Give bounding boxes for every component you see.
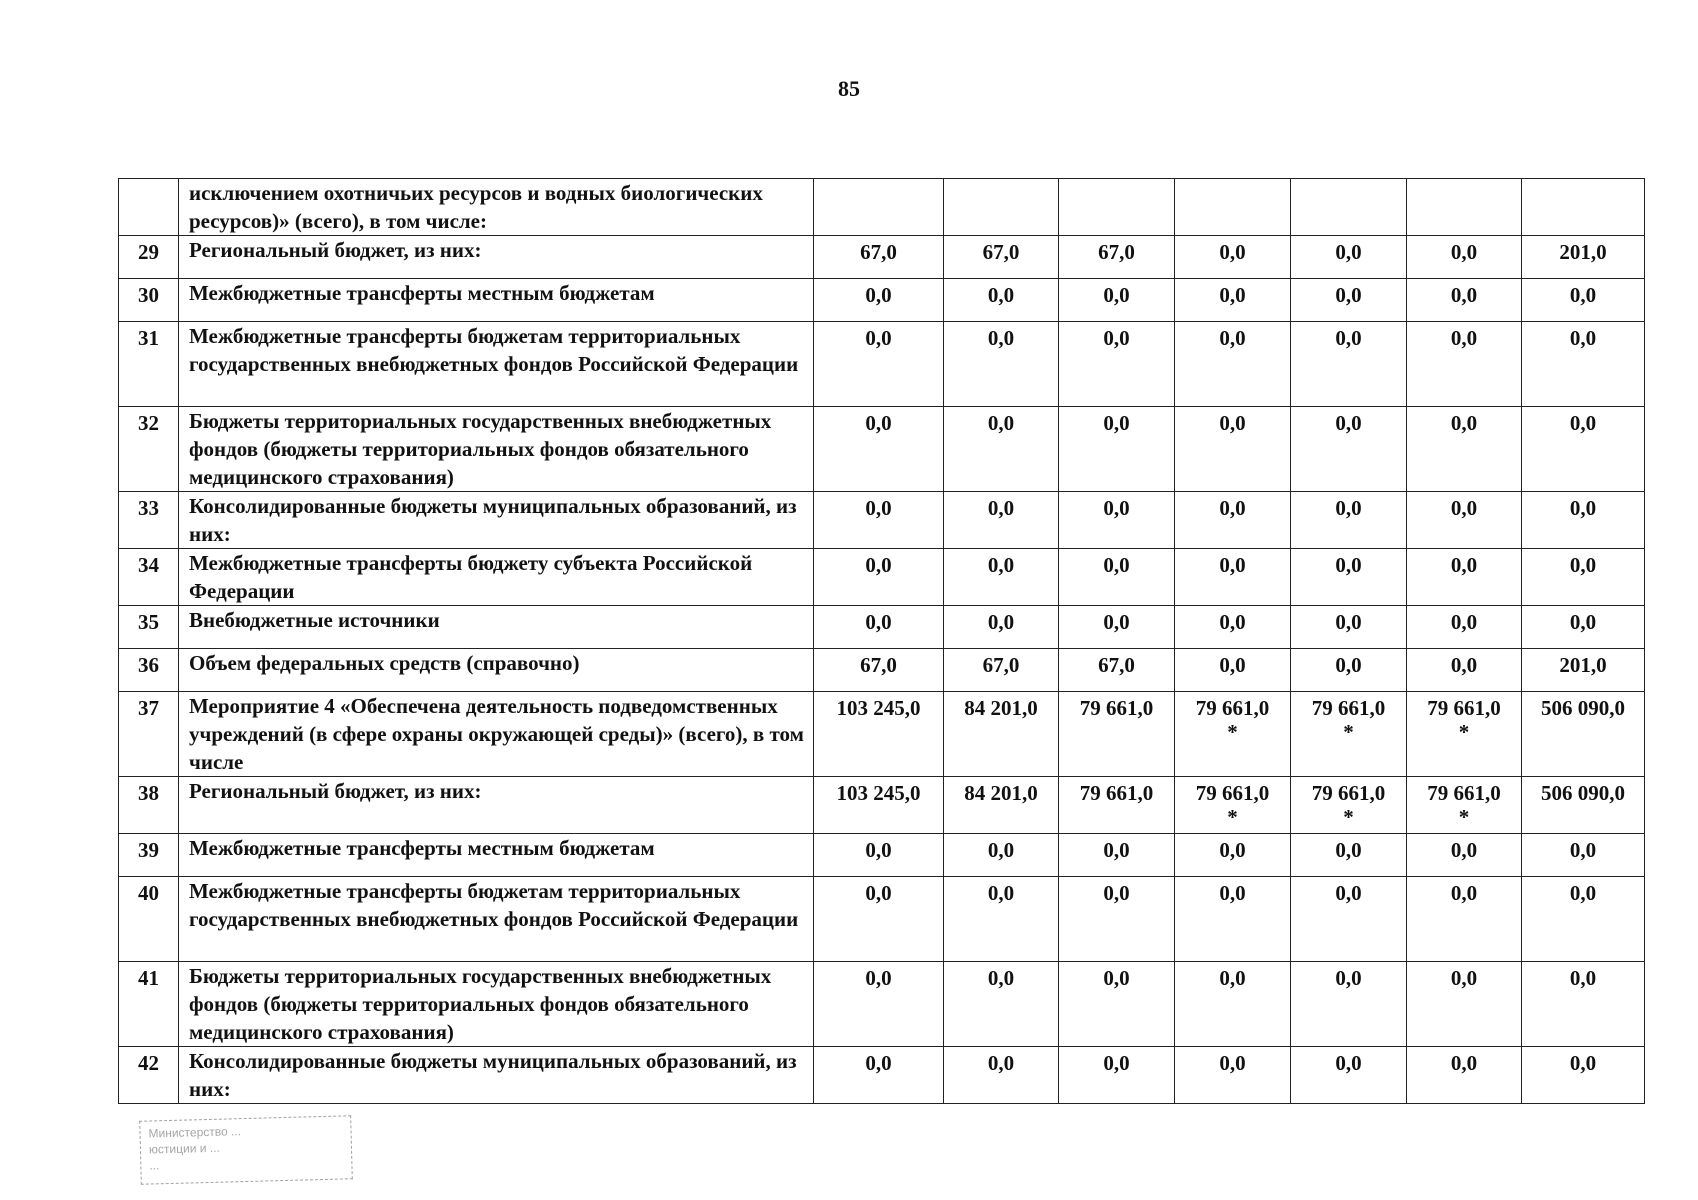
value-cell bbox=[1291, 692, 1407, 777]
value-cell bbox=[1175, 692, 1291, 777]
value-cell bbox=[1291, 606, 1407, 649]
value-cell bbox=[1522, 777, 1645, 834]
cell-value: 0,0 bbox=[1103, 553, 1130, 577]
row-description: Региональный бюджет, из них: bbox=[179, 777, 814, 834]
cell-value: 0,0 bbox=[865, 838, 892, 862]
table-row bbox=[119, 606, 1645, 649]
cell-value: 201,0 bbox=[1559, 240, 1607, 264]
value-cell bbox=[1407, 236, 1522, 279]
row-number: 31 bbox=[119, 322, 179, 407]
value-cell bbox=[944, 877, 1059, 962]
cell-value: 0,0 bbox=[987, 496, 1015, 520]
value-cell bbox=[814, 834, 944, 877]
value-cell bbox=[814, 236, 944, 279]
value-cell bbox=[1059, 649, 1175, 692]
cell-value: 0,0 bbox=[1335, 240, 1362, 264]
value-cell bbox=[1175, 279, 1291, 322]
cell-value: 0,0 bbox=[987, 326, 1015, 350]
row-number: 33 bbox=[119, 492, 179, 549]
value-cell bbox=[1291, 777, 1407, 834]
row-description: исключением охотничьих ресурсов и водных биологических ресурсов)» (всего), в том числе: bbox=[179, 179, 814, 236]
value-cell bbox=[1522, 322, 1645, 407]
value-cell bbox=[1407, 962, 1522, 1047]
value-cell bbox=[944, 322, 1059, 407]
value-cell bbox=[1407, 606, 1522, 649]
table-row bbox=[119, 962, 1645, 1047]
cell-value: 0,0 bbox=[1569, 553, 1597, 577]
value-cell bbox=[1522, 962, 1645, 1047]
row-description: Межбюджетные трансферты местным бюджетам bbox=[179, 834, 814, 877]
cell-value: 0,0 bbox=[1219, 496, 1246, 520]
budget-table bbox=[118, 178, 1645, 1104]
value-cell bbox=[944, 549, 1059, 606]
value-cell bbox=[1059, 407, 1175, 492]
value-cell bbox=[1407, 777, 1522, 834]
row-number bbox=[119, 179, 179, 236]
cell-value: 0,0 bbox=[1103, 411, 1130, 435]
row-description: Межбюджетные трансферты бюджетам территориальных государственных внебюджетных фондов Российской Федерации bbox=[179, 322, 814, 407]
table-row bbox=[119, 407, 1645, 492]
row-description: Межбюджетные трансферты бюджетам территориальных государственных внебюджетных фондов Российской Федерации bbox=[179, 877, 814, 962]
cell-value: 79 661,0 bbox=[1195, 696, 1270, 720]
cell-value: 67,0 bbox=[982, 653, 1020, 677]
value-cell bbox=[814, 322, 944, 407]
value-cell bbox=[814, 649, 944, 692]
cell-value: 506 090,0 bbox=[1541, 781, 1625, 805]
footnote-marker: * bbox=[1458, 720, 1470, 744]
value-cell bbox=[1291, 492, 1407, 549]
cell-value: 0,0 bbox=[1569, 326, 1597, 350]
value-cell bbox=[1522, 606, 1645, 649]
value-cell bbox=[814, 692, 944, 777]
row-number: 29 bbox=[119, 236, 179, 279]
value-cell bbox=[1522, 877, 1645, 962]
cell-value: 201,0 bbox=[1559, 653, 1607, 677]
value-cell bbox=[1059, 777, 1175, 834]
value-cell bbox=[1175, 649, 1291, 692]
value-cell bbox=[944, 407, 1059, 492]
cell-value: 0,0 bbox=[1335, 881, 1362, 905]
cell-value: 0,0 bbox=[1450, 553, 1478, 577]
value-cell bbox=[1407, 692, 1522, 777]
value-cell bbox=[1291, 1047, 1407, 1104]
row-description: Объем федеральных средств (справочно) bbox=[179, 649, 814, 692]
row-description: Межбюджетные трансферты бюджету субъекта Российской Федерации bbox=[179, 549, 814, 606]
table-row bbox=[119, 649, 1645, 692]
value-cell bbox=[1522, 279, 1645, 322]
cell-value: 0,0 bbox=[1335, 283, 1362, 307]
cell-value: 0,0 bbox=[1450, 610, 1478, 634]
cell-value: 0,0 bbox=[1450, 966, 1478, 990]
cell-value: 79 661,0 bbox=[1195, 781, 1270, 805]
value-cell bbox=[814, 549, 944, 606]
cell-value: 0,0 bbox=[1569, 610, 1597, 634]
cell-value: 0,0 bbox=[987, 411, 1015, 435]
table-row bbox=[119, 492, 1645, 549]
cell-value: 0,0 bbox=[1103, 881, 1130, 905]
cell-value: 0,0 bbox=[987, 1051, 1015, 1075]
row-description: Консолидированные бюджеты муниципальных образований, из них: bbox=[179, 1047, 814, 1104]
value-cell bbox=[1059, 279, 1175, 322]
cell-value: 0,0 bbox=[1450, 326, 1478, 350]
value-cell bbox=[1291, 649, 1407, 692]
value-cell bbox=[1059, 834, 1175, 877]
row-description: Межбюджетные трансферты местным бюджетам bbox=[179, 279, 814, 322]
cell-value: 79 661,0 bbox=[1079, 696, 1154, 720]
cell-value: 0,0 bbox=[987, 838, 1015, 862]
value-cell bbox=[1407, 179, 1522, 236]
row-description: Внебюджетные источники bbox=[179, 606, 814, 649]
cell-value: 0,0 bbox=[865, 1051, 892, 1075]
cell-value: 0,0 bbox=[1450, 653, 1478, 677]
cell-value: 0,0 bbox=[1103, 838, 1130, 862]
table-row bbox=[119, 777, 1645, 834]
cell-value: 0,0 bbox=[1335, 838, 1362, 862]
table-row bbox=[119, 179, 1645, 236]
value-cell bbox=[944, 777, 1059, 834]
value-cell bbox=[1059, 236, 1175, 279]
cell-value: 67,0 bbox=[982, 240, 1020, 264]
table-row bbox=[119, 549, 1645, 606]
value-cell bbox=[814, 492, 944, 549]
value-cell bbox=[814, 777, 944, 834]
footnote-marker: * bbox=[1343, 805, 1354, 829]
cell-value: 0,0 bbox=[1450, 240, 1478, 264]
value-cell bbox=[1522, 834, 1645, 877]
cell-value: 67,0 bbox=[860, 653, 897, 677]
row-description: Бюджеты территориальных государственных внебюджетных фондов (бюджеты территориальных фондов обязательного медицинского страхования) bbox=[179, 962, 814, 1047]
value-cell bbox=[1175, 549, 1291, 606]
cell-value: 0,0 bbox=[987, 283, 1015, 307]
cell-value: 0,0 bbox=[1103, 496, 1130, 520]
cell-value: 0,0 bbox=[987, 610, 1015, 634]
value-cell bbox=[944, 492, 1059, 549]
value-cell bbox=[944, 962, 1059, 1047]
value-cell bbox=[944, 1047, 1059, 1104]
value-cell bbox=[1175, 606, 1291, 649]
cell-value: 67,0 bbox=[860, 240, 897, 264]
cell-value: 0,0 bbox=[1450, 881, 1478, 905]
cell-value: 0,0 bbox=[1569, 283, 1597, 307]
cell-value: 84 201,0 bbox=[964, 696, 1038, 720]
cell-value: 0,0 bbox=[1450, 838, 1478, 862]
cell-value: 0,0 bbox=[1450, 496, 1478, 520]
cell-value: 0,0 bbox=[1219, 240, 1246, 264]
cell-value: 0,0 bbox=[865, 496, 892, 520]
row-number: 35 bbox=[119, 606, 179, 649]
row-number: 32 bbox=[119, 407, 179, 492]
cell-value: 0,0 bbox=[1219, 1051, 1246, 1075]
cell-value: 0,0 bbox=[1569, 966, 1597, 990]
value-cell bbox=[1059, 606, 1175, 649]
table-row bbox=[119, 322, 1645, 407]
cell-value: 0,0 bbox=[1335, 553, 1362, 577]
cell-value: 79 661,0 bbox=[1427, 781, 1501, 805]
row-number: 38 bbox=[119, 777, 179, 834]
cell-value: 0,0 bbox=[1219, 610, 1246, 634]
value-cell bbox=[1291, 549, 1407, 606]
table-row bbox=[119, 236, 1645, 279]
value-cell bbox=[1291, 322, 1407, 407]
cell-value: 0,0 bbox=[865, 553, 892, 577]
value-cell bbox=[1407, 279, 1522, 322]
row-number: 34 bbox=[119, 549, 179, 606]
cell-value: 0,0 bbox=[865, 283, 892, 307]
cell-value: 67,0 bbox=[1098, 240, 1135, 264]
value-cell bbox=[1175, 777, 1291, 834]
value-cell bbox=[814, 279, 944, 322]
stamp-line: юстиции и ... bbox=[148, 1140, 220, 1157]
table-row bbox=[119, 834, 1645, 877]
value-cell bbox=[1175, 492, 1291, 549]
value-cell bbox=[1407, 549, 1522, 606]
row-description: Мероприятие 4 «Обеспечена деятельность подведомственных учреждений (в сфере охраны окружающей среды)» (всего), в том числе bbox=[179, 692, 814, 777]
table-row bbox=[119, 1047, 1645, 1104]
cell-value: 0,0 bbox=[865, 326, 892, 350]
cell-value: 84 201,0 bbox=[964, 781, 1038, 805]
cell-value: 0,0 bbox=[1335, 610, 1362, 634]
value-cell bbox=[1175, 322, 1291, 407]
value-cell bbox=[1407, 492, 1522, 549]
row-description: Консолидированные бюджеты муниципальных образований, из них: bbox=[179, 492, 814, 549]
value-cell bbox=[1407, 322, 1522, 407]
cell-value: 103 245,0 bbox=[836, 781, 921, 805]
cell-value: 0,0 bbox=[1335, 411, 1362, 435]
value-cell bbox=[1059, 1047, 1175, 1104]
cell-value: 0,0 bbox=[987, 553, 1015, 577]
cell-value: 0,0 bbox=[1335, 653, 1362, 677]
cell-value: 0,0 bbox=[1103, 966, 1130, 990]
value-cell bbox=[1175, 877, 1291, 962]
cell-value: 103 245,0 bbox=[836, 696, 921, 720]
value-cell bbox=[814, 962, 944, 1047]
cell-value: 0,0 bbox=[1103, 326, 1130, 350]
footnote-marker: * bbox=[1227, 805, 1238, 829]
cell-value: 79 661,0 bbox=[1079, 781, 1154, 805]
cell-value: 0,0 bbox=[1335, 326, 1362, 350]
value-cell bbox=[1059, 492, 1175, 549]
value-cell bbox=[1522, 549, 1645, 606]
cell-value: 506 090,0 bbox=[1541, 696, 1625, 720]
value-cell bbox=[1522, 692, 1645, 777]
cell-value: 0,0 bbox=[1219, 411, 1246, 435]
table-row bbox=[119, 692, 1645, 777]
stamp-line: Министерство ... bbox=[148, 1124, 242, 1141]
value-cell bbox=[814, 179, 944, 236]
cell-value: 0,0 bbox=[1335, 1051, 1362, 1075]
value-cell bbox=[1059, 322, 1175, 407]
value-cell bbox=[1175, 1047, 1291, 1104]
page-number: 85 bbox=[838, 76, 860, 101]
cell-value: 0,0 bbox=[1450, 411, 1478, 435]
value-cell bbox=[1407, 1047, 1522, 1104]
row-description: Региональный бюджет, из них: bbox=[179, 236, 814, 279]
cell-value: 0,0 bbox=[865, 881, 892, 905]
cell-value: 0,0 bbox=[1450, 1051, 1478, 1075]
cell-value: 0,0 bbox=[1569, 411, 1597, 435]
cell-value: 0,0 bbox=[1569, 496, 1597, 520]
value-cell bbox=[1175, 236, 1291, 279]
row-number: 30 bbox=[119, 279, 179, 322]
value-cell bbox=[1522, 649, 1645, 692]
row-number: 40 bbox=[119, 877, 179, 962]
value-cell bbox=[1059, 877, 1175, 962]
value-cell bbox=[944, 179, 1059, 236]
row-number: 39 bbox=[119, 834, 179, 877]
cell-value: 0,0 bbox=[1450, 283, 1478, 307]
cell-value: 79 661,0 bbox=[1427, 696, 1501, 720]
cell-value: 0,0 bbox=[1219, 881, 1246, 905]
cell-value: 0,0 bbox=[865, 411, 892, 435]
value-cell bbox=[944, 236, 1059, 279]
cell-value: 0,0 bbox=[1335, 966, 1362, 990]
value-cell bbox=[1522, 492, 1645, 549]
cell-value: 0,0 bbox=[1569, 838, 1597, 862]
row-number: 41 bbox=[119, 962, 179, 1047]
value-cell bbox=[944, 834, 1059, 877]
value-cell bbox=[814, 877, 944, 962]
value-cell bbox=[1059, 549, 1175, 606]
value-cell bbox=[944, 649, 1059, 692]
cell-value: 0,0 bbox=[1335, 496, 1362, 520]
value-cell bbox=[1407, 649, 1522, 692]
value-cell bbox=[1522, 179, 1645, 236]
cell-value: 0,0 bbox=[1219, 966, 1246, 990]
row-number: 37 bbox=[119, 692, 179, 777]
cell-value: 67,0 bbox=[1098, 653, 1135, 677]
table-row bbox=[119, 279, 1645, 322]
row-number: 42 bbox=[119, 1047, 179, 1104]
footnote-marker: * bbox=[1458, 805, 1470, 829]
cell-value: 0,0 bbox=[1103, 610, 1130, 634]
value-cell bbox=[1291, 834, 1407, 877]
table-row bbox=[119, 877, 1645, 962]
footnote-marker: * bbox=[1343, 720, 1354, 744]
value-cell bbox=[1522, 1047, 1645, 1104]
value-cell bbox=[944, 692, 1059, 777]
value-cell bbox=[1291, 877, 1407, 962]
cell-value: 0,0 bbox=[1219, 553, 1246, 577]
value-cell bbox=[1291, 962, 1407, 1047]
cell-value: 0,0 bbox=[1569, 1051, 1597, 1075]
value-cell bbox=[944, 606, 1059, 649]
cell-value: 0,0 bbox=[987, 881, 1015, 905]
value-cell bbox=[944, 279, 1059, 322]
cell-value: 0,0 bbox=[1219, 326, 1246, 350]
stamp-line: ... bbox=[149, 1158, 160, 1173]
value-cell bbox=[1175, 179, 1291, 236]
value-cell bbox=[1059, 692, 1175, 777]
table-body bbox=[119, 179, 1645, 1104]
value-cell bbox=[1522, 236, 1645, 279]
cell-value: 0,0 bbox=[865, 610, 892, 634]
value-cell bbox=[1059, 179, 1175, 236]
value-cell bbox=[1175, 407, 1291, 492]
cell-value: 79 661,0 bbox=[1311, 696, 1386, 720]
cell-value: 0,0 bbox=[1569, 881, 1597, 905]
value-cell bbox=[1522, 407, 1645, 492]
value-cell bbox=[1291, 279, 1407, 322]
cell-value: 0,0 bbox=[1103, 1051, 1130, 1075]
value-cell bbox=[1291, 407, 1407, 492]
registration-stamp bbox=[139, 1115, 353, 1185]
cell-value: 0,0 bbox=[1219, 283, 1246, 307]
value-cell bbox=[1291, 179, 1407, 236]
cell-value: 0,0 bbox=[1103, 283, 1130, 307]
cell-value: 79 661,0 bbox=[1311, 781, 1386, 805]
value-cell bbox=[814, 407, 944, 492]
cell-value: 0,0 bbox=[1219, 653, 1246, 677]
footnote-marker: * bbox=[1227, 720, 1238, 744]
cell-value: 0,0 bbox=[987, 966, 1015, 990]
value-cell bbox=[1407, 407, 1522, 492]
value-cell bbox=[1175, 834, 1291, 877]
value-cell bbox=[1407, 877, 1522, 962]
row-number: 36 bbox=[119, 649, 179, 692]
value-cell bbox=[1059, 962, 1175, 1047]
row-description: Бюджеты территориальных государственных внебюджетных фондов (бюджеты территориальных фондов обязательного медицинского страхования) bbox=[179, 407, 814, 492]
value-cell bbox=[814, 606, 944, 649]
cell-value: 0,0 bbox=[1219, 838, 1246, 862]
value-cell bbox=[1175, 962, 1291, 1047]
cell-value: 0,0 bbox=[865, 966, 892, 990]
value-cell bbox=[814, 1047, 944, 1104]
value-cell bbox=[1407, 834, 1522, 877]
value-cell bbox=[1291, 236, 1407, 279]
